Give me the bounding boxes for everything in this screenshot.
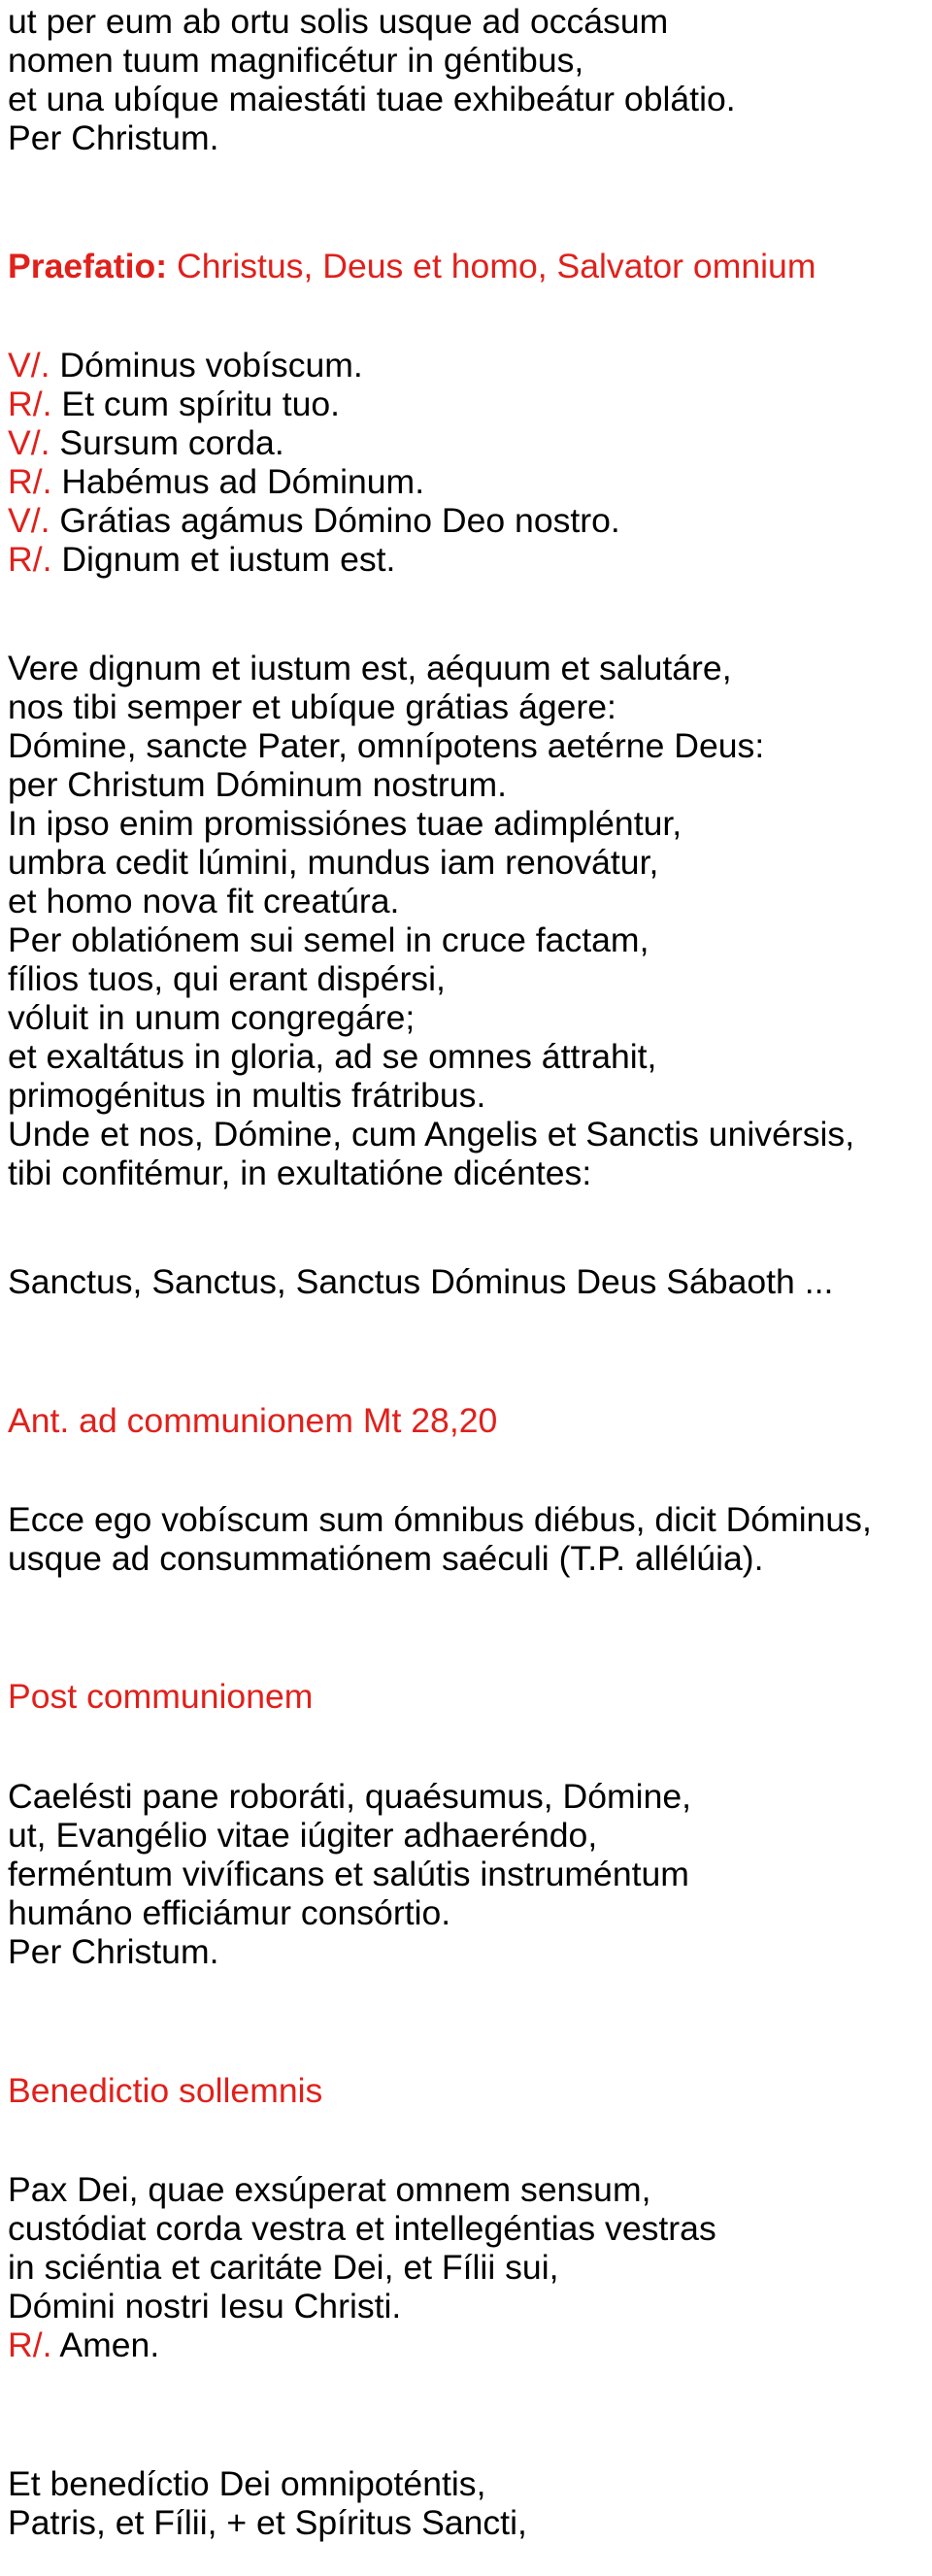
prayer-line: nomen tuum magnificétur in géntibus, — [8, 41, 584, 80]
post-communion-line: ferméntum vivíficans et salútis instruméntum — [8, 1855, 689, 1893]
preface-line: primogénitus in multis frátribus. — [8, 1076, 486, 1115]
response-marker: R/. — [8, 385, 52, 423]
dialogue-line — [8, 385, 340, 423]
dialogue-text: Grátias agámus Dómino Deo nostro. — [50, 501, 620, 540]
blessing-response-line — [8, 2325, 159, 2364]
post-communion-heading: Post communionem — [8, 1677, 314, 1716]
dialogue-line — [8, 346, 363, 385]
response-marker: R/. — [8, 2325, 52, 2364]
blessing-line: Pax Dei, quae exsúperat omnem sensum, — [8, 2170, 651, 2209]
blessing-line: Patris, et Fílii, + et Spíritus Sancti, — [8, 2503, 527, 2542]
response-text: Amen. — [51, 2325, 160, 2364]
praefatio-label: Praefatio: — [8, 247, 168, 285]
preface-line: Vere dignum et iustum est, aéquum et salutáre, — [8, 649, 732, 687]
blessing-line: Dómini nostri Iesu Christi. — [8, 2287, 402, 2325]
blessing-line: in sciéntia et caritáte Dei, et Fílii sui, — [8, 2248, 559, 2287]
dialogue-line — [8, 540, 395, 579]
communion-antiphon-heading: Ant. ad communionem Mt 28,20 — [8, 1401, 498, 1440]
preface-line: umbra cedit lúmini, mundus iam renovátur, — [8, 843, 659, 882]
praefatio-heading — [8, 247, 816, 285]
preface-line: nos tibi semper et ubíque grátias ágere: — [8, 687, 616, 726]
versicle-marker: V/. — [8, 346, 50, 385]
post-communion-line: humáno efficiámur consórtio. — [8, 1893, 451, 1932]
preface-line: vóluit in unum congregáre; — [8, 998, 416, 1037]
prayer-line: ut per eum ab ortu solis usque ad occásum — [8, 2, 669, 41]
post-communion-line: Per Christum. — [8, 1932, 219, 1971]
response-marker: R/. — [8, 462, 52, 501]
praefatio-title: Christus, Deus et homo, Salvator omnium — [167, 247, 816, 285]
response-marker: R/. — [8, 540, 52, 579]
antiphon-line: usque ad consummatiónem saéculi (T.P. allélúia). — [8, 1539, 764, 1578]
blessing-line: Et benedíctio Dei omnipoténtis, — [8, 2464, 486, 2503]
blessing-line: custódiat corda vestra et intellegéntias vestras — [8, 2209, 716, 2248]
preface-line: Unde et nos, Dómine, cum Angelis et Sanctis univérsis, — [8, 1115, 855, 1154]
prayer-line: Per Christum. — [8, 118, 219, 157]
dialogue-text: Dóminus vobíscum. — [50, 346, 363, 385]
versicle-marker: V/. — [8, 501, 50, 540]
post-communion-line: ut, Evangélio vitae iúgiter adhaeréndo, — [8, 1816, 598, 1855]
preface-line: Dómine, sancte Pater, omnípotens aetérne Deus: — [8, 726, 765, 765]
blessing-heading: Benedictio sollemnis — [8, 2071, 323, 2110]
antiphon-line: Ecce ego vobíscum sum ómnibus diébus, dicit Dóminus, — [8, 1500, 872, 1539]
sanctus-line: Sanctus, Sanctus, Sanctus Dóminus Deus Sábaoth ... — [8, 1262, 834, 1301]
dialogue-text: Sursum corda. — [50, 423, 284, 462]
dialogue-line — [8, 501, 620, 540]
dialogue-text: Dignum et iustum est. — [51, 540, 396, 579]
preface-line: per Christum Dóminum nostrum. — [8, 765, 508, 804]
dialogue-text: Habémus ad Dóminum. — [51, 462, 425, 501]
preface-line: In ipso enim promissiónes tuae adimpléntur, — [8, 804, 682, 843]
dialogue-text: Et cum spíritu tuo. — [51, 385, 341, 423]
preface-line: Per oblatiónem sui semel in cruce factam, — [8, 920, 649, 959]
preface-line: et homo nova fit creatúra. — [8, 882, 400, 920]
preface-line: et exaltátus in gloria, ad se omnes áttrahit, — [8, 1037, 657, 1076]
dialogue-line — [8, 423, 284, 462]
dialogue-line — [8, 462, 424, 501]
prayer-line: et una ubíque maiestáti tuae exhibeátur oblátio. — [8, 80, 736, 118]
versicle-marker: V/. — [8, 423, 50, 462]
preface-line: fílios tuos, qui erant dispérsi, — [8, 959, 446, 998]
preface-line: tibi confitémur, in exultatióne dicéntes: — [8, 1154, 592, 1192]
post-communion-line: Caelésti pane roboráti, quaésumus, Dómine, — [8, 1777, 692, 1816]
